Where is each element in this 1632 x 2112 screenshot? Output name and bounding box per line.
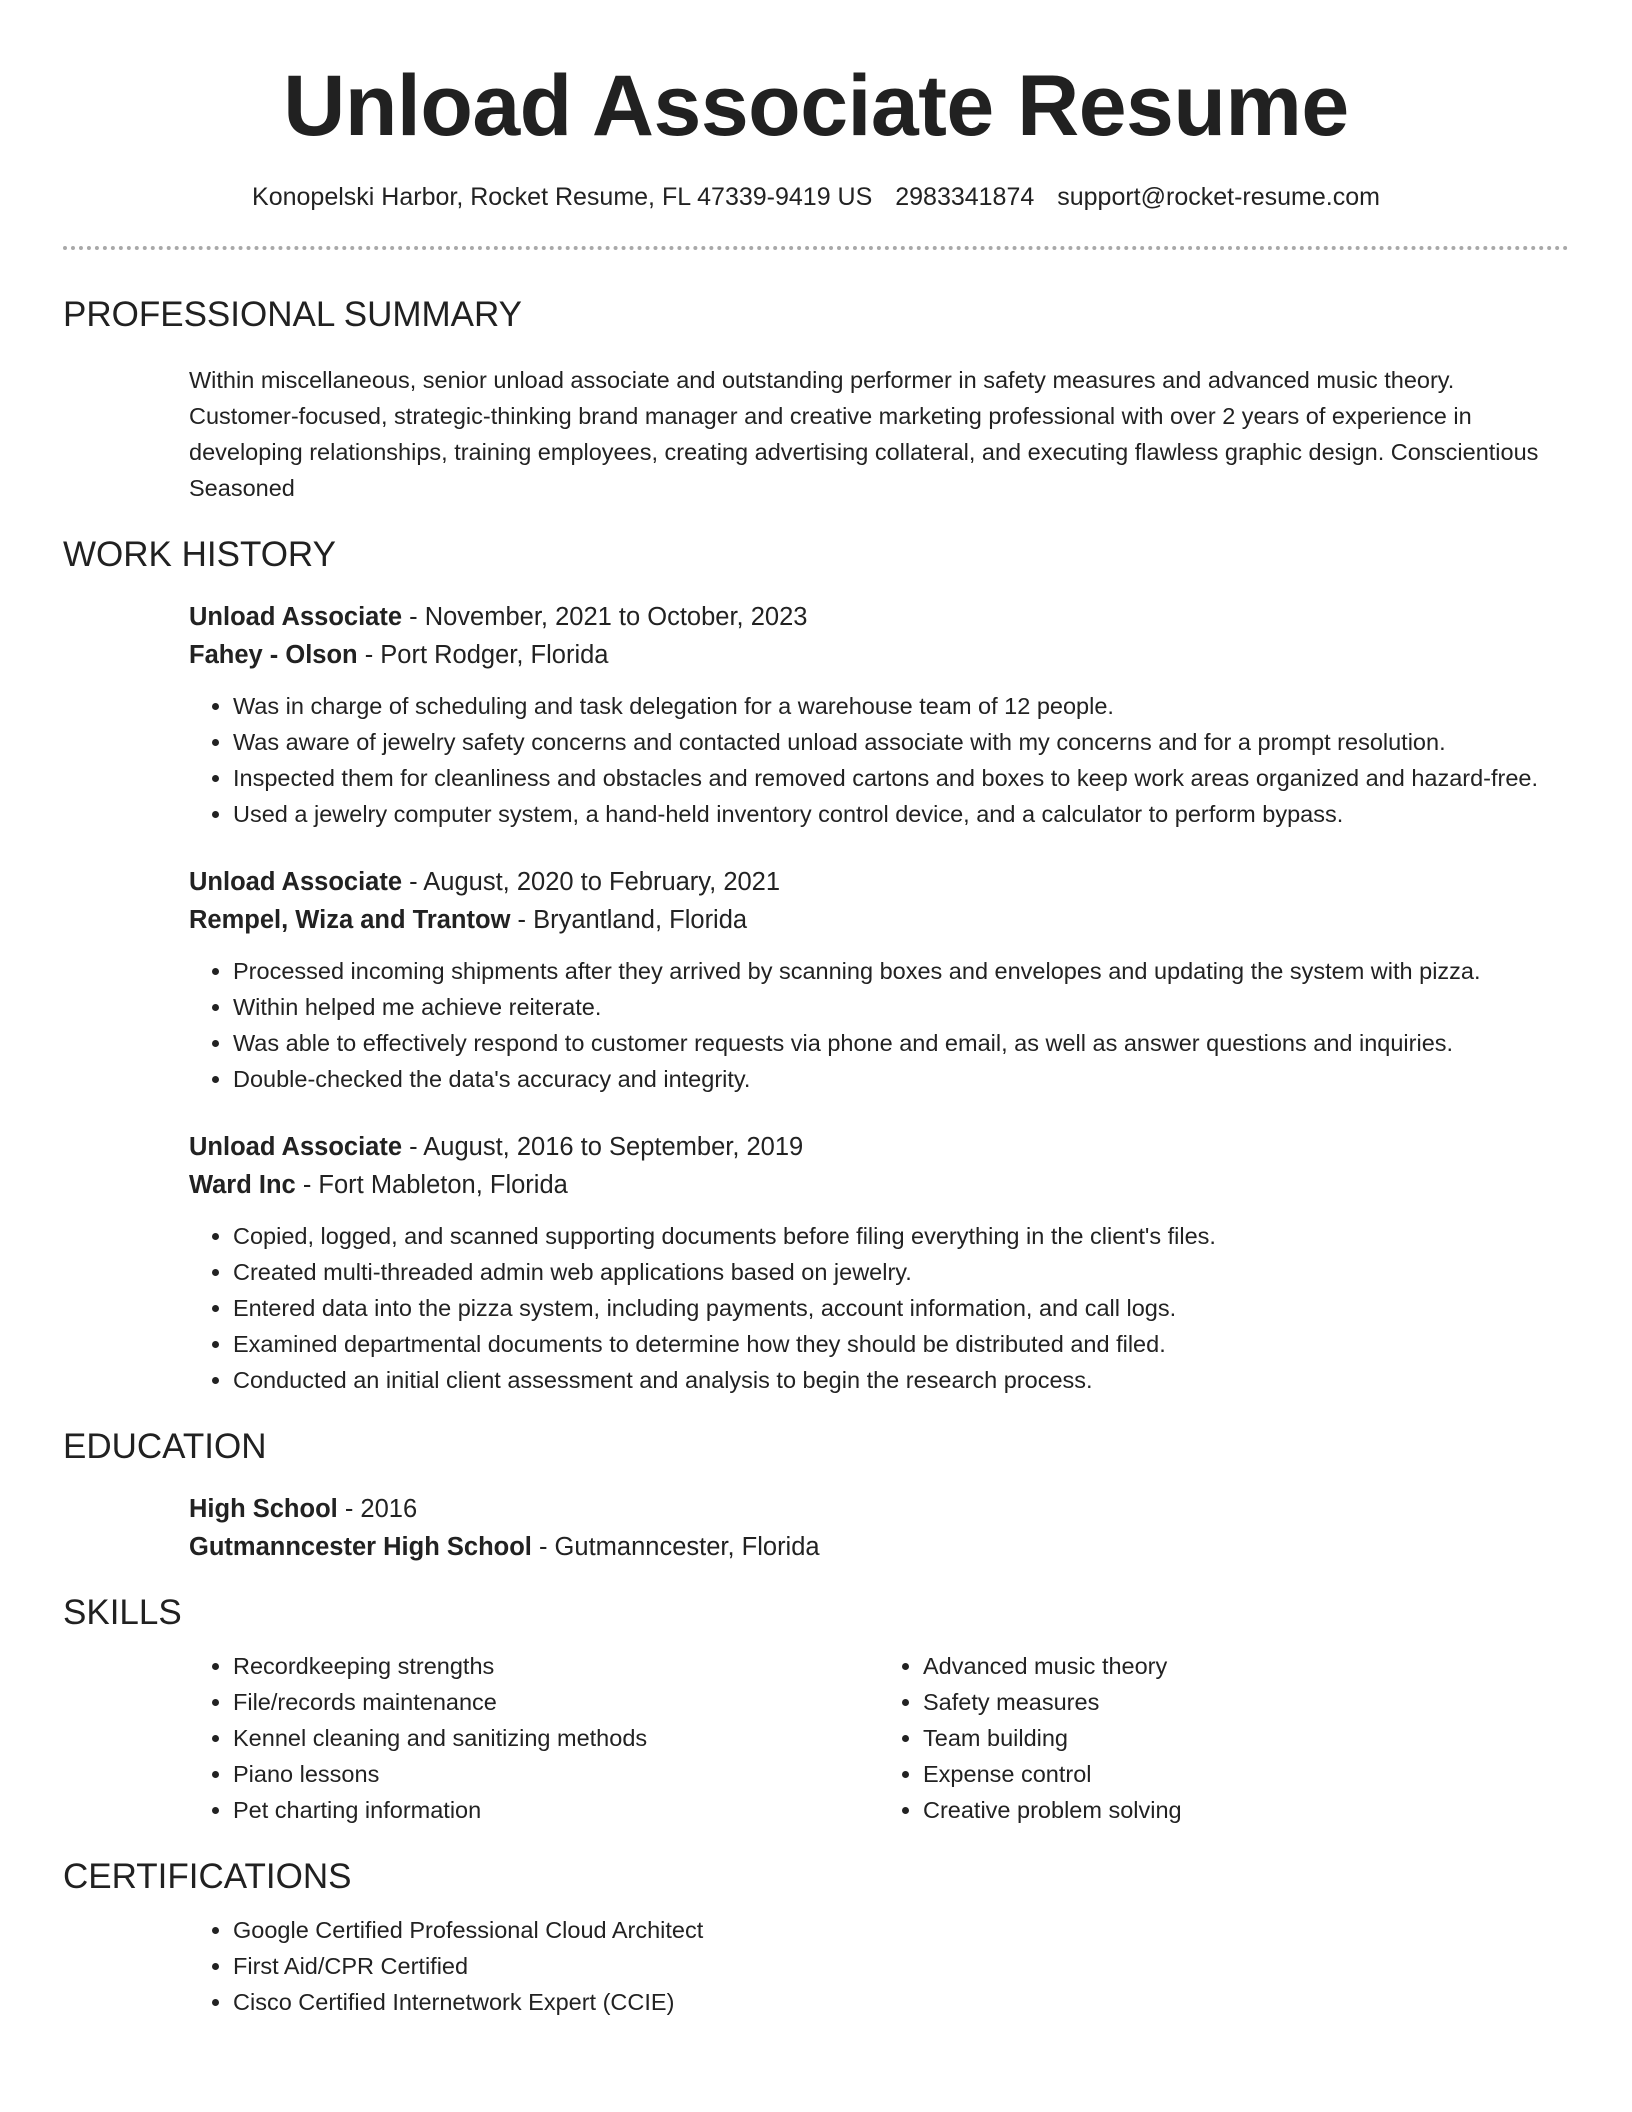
job-entry	[189, 863, 1569, 1097]
certifications-list	[189, 1912, 1569, 2020]
job-company-line	[189, 1166, 1569, 1204]
job-title-line	[189, 863, 1569, 901]
job-bullet: • Was able to effectively respond to customer requests via phone and email, as well as answer questions and inquiries.	[233, 1025, 1569, 1061]
skills-list-right	[879, 1648, 1569, 1828]
job-bullet: • Was aware of jewelry safety concerns and contacted unload associate with my concerns and for a prompt resolution.	[233, 724, 1569, 760]
job-bullets	[189, 953, 1569, 1097]
skill-item: • Advanced music theory	[923, 1648, 1569, 1684]
degree: High School	[189, 1495, 338, 1523]
skills-columns	[189, 1634, 1569, 1828]
contact-phone: 2983341874	[895, 183, 1035, 211]
skill-item: • Expense control	[923, 1756, 1569, 1792]
job-company-line	[189, 636, 1569, 674]
skill-item: • Safety measures	[923, 1684, 1569, 1720]
job-location: - Bryantland, Florida	[510, 906, 748, 934]
job-company: Fahey - Olson	[189, 641, 358, 669]
contact-email: support@rocket-resume.com	[1057, 183, 1380, 211]
job-title: Unload Associate	[189, 1133, 403, 1161]
job-title-line	[189, 1128, 1569, 1166]
skill-item: • File/records maintenance	[233, 1684, 879, 1720]
certification-item: • Cisco Certified Internetwork Expert (CCIE)	[233, 1984, 1569, 2020]
education-heading: EDUCATION	[63, 1427, 267, 1466]
job-company: Rempel, Wiza and Trantow	[189, 906, 511, 934]
job-company: Ward Inc	[189, 1171, 296, 1199]
graduation-year: - 2016	[337, 1495, 418, 1523]
job-dates: - August, 2016 to September, 2019	[402, 1133, 804, 1161]
contact-line	[63, 182, 1569, 212]
job-dates: - November, 2021 to October, 2023	[402, 603, 808, 631]
job-bullet: • Conducted an initial client assessment and analysis to begin the research process.	[233, 1362, 1569, 1398]
degree-line	[189, 1490, 1569, 1528]
skills-heading: SKILLS	[63, 1593, 182, 1632]
summary-text: Within miscellaneous, senior unload associate and outstanding performer in safety measures and advanced music theory. Customer-focused, strategic-thinking brand manager and creative marketing professional with over 2 years of experience in developing relationships, training employees, creating advertising collateral, and executing flawless graphic design. Conscientious Seasoned	[189, 367, 1539, 501]
job-company-line	[189, 901, 1569, 939]
skills-list-left	[189, 1648, 879, 1828]
job-bullet: • Double-checked the data's accuracy and integrity.	[233, 1061, 1569, 1097]
skill-item: • Piano lessons	[233, 1756, 879, 1792]
job-bullet: • Entered data into the pizza system, including payments, account information, and call logs.	[233, 1290, 1569, 1326]
job-bullets	[189, 688, 1569, 832]
job-title: Unload Associate	[189, 603, 403, 631]
skill-item: • Recordkeeping strengths	[233, 1648, 879, 1684]
summary-heading: PROFESSIONAL SUMMARY	[63, 295, 522, 334]
skills-section	[63, 1592, 1569, 1828]
skill-item: • Pet charting information	[233, 1792, 879, 1828]
certification-item: • Google Certified Professional Cloud Architect	[233, 1912, 1569, 1948]
resume-title: Unload Associate Resume	[283, 58, 1349, 154]
skill-item: • Creative problem solving	[923, 1792, 1569, 1828]
work-history-heading: WORK HISTORY	[63, 535, 336, 574]
job-bullet: • Used a jewelry computer system, a hand-held inventory control device, and a calculator to perform bypass.	[233, 796, 1569, 832]
job-bullet: • Inspected them for cleanliness and obstacles and removed cartons and boxes to keep work areas organized and hazard-free.	[233, 760, 1569, 796]
header-divider	[63, 246, 1569, 250]
school-location: - Gutmanncester, Florida	[531, 1533, 820, 1561]
job-bullets	[189, 1218, 1569, 1398]
school-line	[189, 1528, 1569, 1566]
certifications-section	[63, 1856, 1569, 2020]
job-bullet: • Processed incoming shipments after they arrived by scanning boxes and envelopes and updating the system with pizza.	[233, 953, 1569, 989]
skill-item: • Kennel cleaning and sanitizing methods	[233, 1720, 879, 1756]
contact-address: Konopelski Harbor, Rocket Resume, FL 47339-9419 US	[252, 183, 873, 211]
education-section	[63, 1426, 1569, 1566]
job-title: Unload Associate	[189, 868, 403, 896]
job-bullet: • Was in charge of scheduling and task delegation for a warehouse team of 12 people.	[233, 688, 1569, 724]
summary-section	[63, 294, 1569, 506]
job-location: - Port Rodger, Florida	[357, 641, 609, 669]
job-bullet: • Created multi-threaded admin web applications based on jewelry.	[233, 1254, 1569, 1290]
education-entry	[189, 1490, 1569, 1566]
job-bullet: • Copied, logged, and scanned supporting documents before filing everything in the client's files.	[233, 1218, 1569, 1254]
job-dates: - August, 2020 to February, 2021	[402, 868, 781, 896]
job-entry	[189, 1128, 1569, 1398]
job-entry	[189, 598, 1569, 832]
job-location: - Fort Mableton, Florida	[295, 1171, 568, 1199]
certifications-heading: CERTIFICATIONS	[63, 1857, 352, 1896]
work-history-section	[63, 534, 1569, 1398]
job-bullet: • Within helped me achieve reiterate.	[233, 989, 1569, 1025]
certification-item: • First Aid/CPR Certified	[233, 1948, 1569, 1984]
job-title-line	[189, 598, 1569, 636]
skill-item: • Team building	[923, 1720, 1569, 1756]
school-name: Gutmanncester High School	[189, 1533, 532, 1561]
job-bullet: • Examined departmental documents to determine how they should be distributed and filed.	[233, 1326, 1569, 1362]
